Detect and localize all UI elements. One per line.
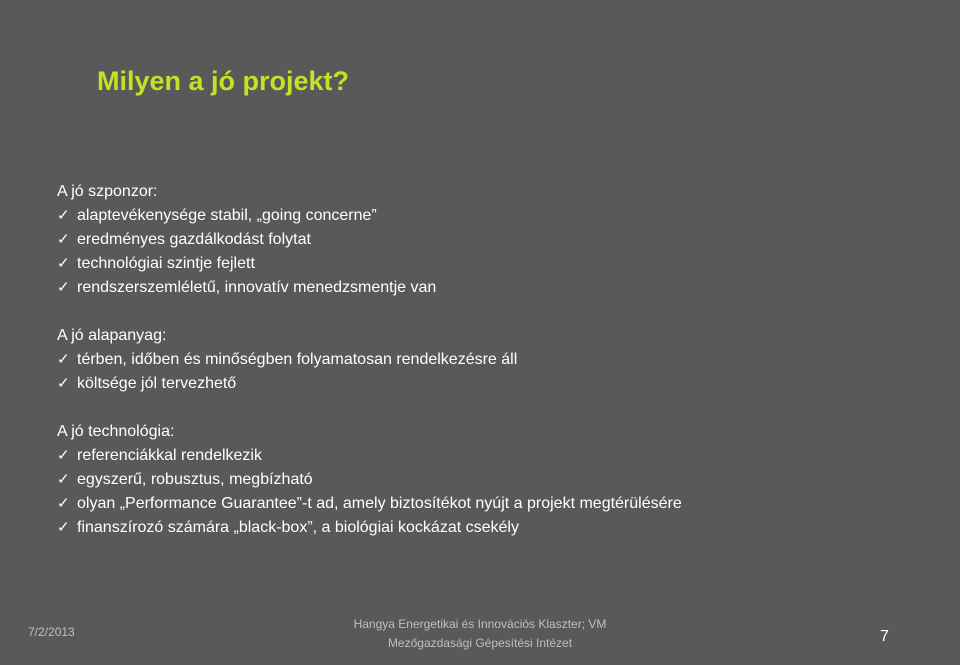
checkmark-icon: ✓ <box>57 519 70 536</box>
footer-org-line: Mezőgazdasági Gépesítési Intézet <box>387 636 573 650</box>
section-material <box>57 324 947 396</box>
list-item-text: referenciákkal rendelkezik <box>77 447 262 464</box>
checkmark-icon: ✓ <box>57 231 70 248</box>
list-item <box>57 276 947 300</box>
list-item <box>57 252 947 276</box>
spacer <box>57 396 947 420</box>
list-item <box>57 468 947 492</box>
footer-date: 7/2/2013 <box>28 625 75 639</box>
list-item <box>57 372 947 396</box>
section-heading: A jó szponzor: <box>57 183 158 200</box>
section-heading: A jó alapanyag: <box>57 327 167 344</box>
list-item <box>57 228 947 252</box>
section-heading: A jó technológia: <box>57 423 175 440</box>
checkmark-icon: ✓ <box>57 351 70 368</box>
slide-content <box>57 180 947 540</box>
list-item-text: eredményes gazdálkodást folytat <box>77 231 311 248</box>
list-item <box>57 204 947 228</box>
list-item <box>57 492 947 516</box>
section-sponsor <box>57 180 947 300</box>
list-item-text: rendszerszemléletű, innovatív menedzsmentje van <box>77 279 437 296</box>
section-technology <box>57 420 947 540</box>
page-number: 7 <box>880 628 889 645</box>
list-item <box>57 444 947 468</box>
footer-organization <box>330 615 630 653</box>
checkmark-icon: ✓ <box>57 207 70 224</box>
footer-org-line: Hangya Energetikai és Innovációs Klaszter; VM <box>353 617 607 631</box>
list-item-text: olyan „Performance Guarantee”-t ad, amely biztosítékot nyújt a projekt megtérülésére <box>77 495 682 512</box>
list-item-text: technológiai szintje fejlett <box>77 255 255 272</box>
checkmark-icon: ✓ <box>57 471 70 488</box>
slide-title: Milyen a jó projekt? <box>97 66 350 96</box>
checkmark-icon: ✓ <box>57 495 70 512</box>
list-item-text: térben, időben és minőségben folyamatosan rendelkezésre áll <box>77 351 518 368</box>
list-item-text: finanszírozó számára „black-box”, a biológiai kockázat csekély <box>77 519 519 536</box>
list-item-text: egyszerű, robusztus, megbízható <box>77 471 313 488</box>
checkmark-icon: ✓ <box>57 255 70 272</box>
checkmark-icon: ✓ <box>57 447 70 464</box>
checkmark-icon: ✓ <box>57 279 70 296</box>
list-item-text: alaptevékenysége stabil, „going concerne” <box>77 207 377 224</box>
list-item <box>57 348 947 372</box>
spacer <box>57 300 947 324</box>
list-item-text: költsége jól tervezhető <box>77 375 237 392</box>
list-item <box>57 516 947 540</box>
checkmark-icon: ✓ <box>57 375 70 392</box>
